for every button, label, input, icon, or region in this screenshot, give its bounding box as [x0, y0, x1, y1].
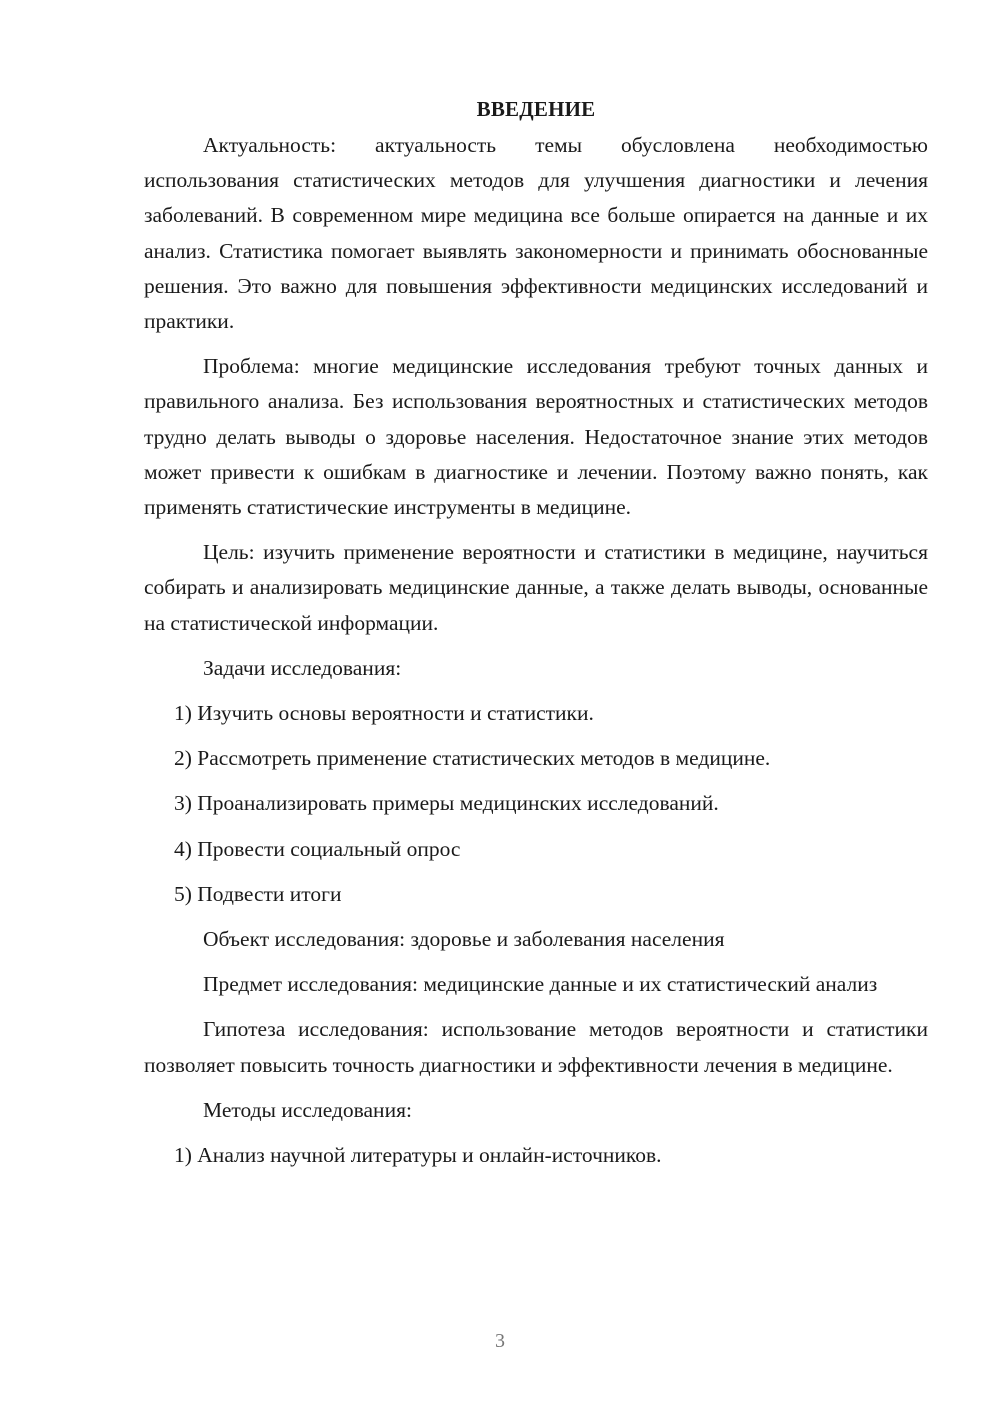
page-number: 3: [495, 1330, 505, 1352]
method-item-1: 1) Анализ научной литературы и онлайн-источников.: [174, 1143, 662, 1168]
document-page: [144, 92, 928, 1183]
goal-paragraph: Цель: изучить применение вероятности и статистики в медицине, научиться собирать и анализировать медицинские данные, а также делать выводы, основанные на статистической информации.: [144, 540, 928, 635]
task-item-5: 5) Подвести итоги: [174, 881, 342, 906]
task-item-3: 3) Проанализировать примеры медицинских исследований.: [174, 791, 719, 816]
subject-paragraph: Предмет исследования: медицинские данные и их статистический анализ: [203, 972, 878, 997]
task-item-4: 4) Провести социальный опрос: [174, 836, 461, 861]
problem-paragraph: Проблема: многие медицинские исследования требуют точных данных и правильного анализа. Без использования вероятностных и статистических методов трудно делать выводы о здоровье населения. Недостаточное знание этих методов может привести к ошибкам в диагностике и лечении. Поэтому важно понять, как применять статистические инструменты в медицине.: [144, 354, 928, 520]
methods-heading: Методы исследования:: [203, 1097, 412, 1122]
task-item-2: 2) Рассмотреть применение статистических методов в медицине.: [174, 746, 771, 771]
hypothesis-paragraph: Гипотеза исследования: использование методов вероятности и статистики позволяет повысить точность диагностики и эффективности лечения в медицине.: [144, 1017, 928, 1077]
section-title: ВВЕДЕНИЕ: [476, 97, 596, 121]
object-paragraph: Объект исследования: здоровье и заболевания населения: [203, 927, 725, 952]
relevance-paragraph: Актуальность: актуальность темы обусловлена необходимостью использования статистических методов для улучшения диагностики и лечения заболеваний. В современном мире медицина все больше опирается на данные и их анализ. Статистика помогает выявлять закономерности и принимать обоснованные решения. Это важно для повышения эффективности медицинских исследований и практики.: [144, 133, 928, 334]
task-item-1: 1) Изучить основы вероятности и статистики.: [174, 701, 594, 726]
tasks-heading: Задачи исследования:: [203, 655, 402, 680]
